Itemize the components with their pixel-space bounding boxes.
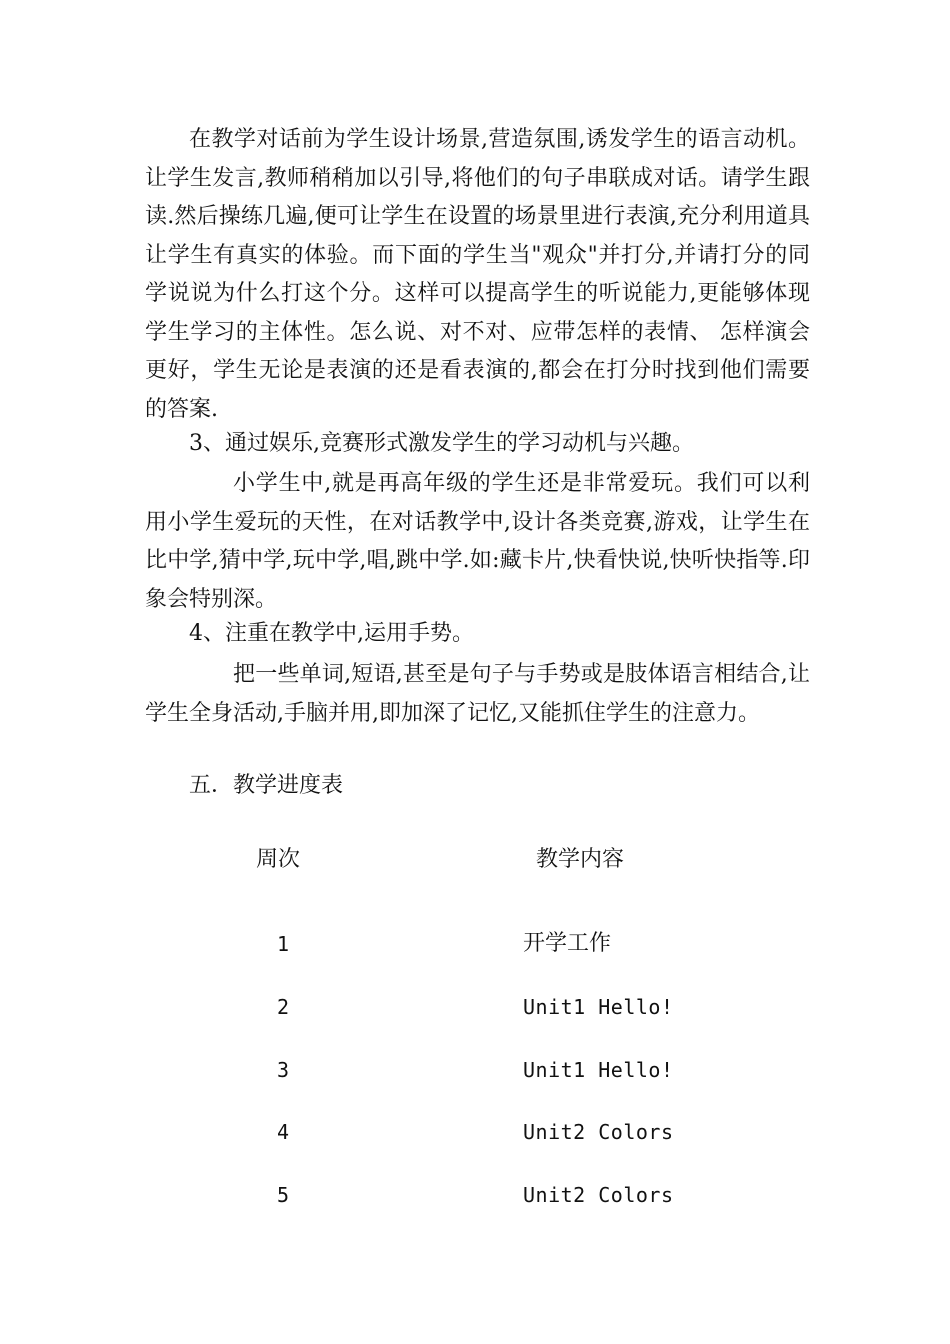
week-number: 1 xyxy=(277,932,290,956)
week-number: 4 xyxy=(277,1120,290,1144)
week-number: 3 xyxy=(277,1058,290,1082)
content-cell: 开学工作 xyxy=(523,931,612,956)
column-header-content: 教学内容 xyxy=(536,847,625,872)
week-number: 2 xyxy=(277,995,290,1019)
week-number: 5 xyxy=(277,1183,290,1207)
heading-gestures: 4、注重在教学中,运用手势。 xyxy=(189,621,474,646)
section-title-schedule: 五．教学进度表 xyxy=(189,773,344,798)
paragraph-dialogue-scene: 在教学对话前为学生设计场景,营造氛围,诱发学生的语言动机。让学生发言,教师稍稍加以引导,将他们的句子串联成对话。请学生跟读.然后操练几遍,便可让学生在设置的场景里进行表演,充分利用道具让学生有真实的体验。而下面的学生当"观众"并打分,并请打分的同学说说为什么打这个分。这样可以提高学生的听说能力,更能够体现学生学习的主体性。怎么说、对不对、应带怎样的表情、 怎样演会更好，学生无论是表演的还是看表演的,都会在打分时找到他们需要的答案. xyxy=(145,127,810,422)
paragraph-body-language: 把一些单词,短语,甚至是句子与手势或是肢体语言相结合,让学生全身活动,手脑并用,即加深了记忆,又能抓住学生的注意力。 xyxy=(145,662,810,726)
content-cell: Unit1 Hello! xyxy=(523,1058,674,1082)
paragraph-play-learning: 小学生中,就是再高年级的学生还是非常爱玩。我们可以利用小学生爱玩的天性，在对话教学中,设计各类竞赛,游戏，让学生在比中学,猜中学,玩中学,唱,跳中学.如:藏卡片,快看快说,快听快指等.印象会特别深。 xyxy=(145,471,810,612)
content-cell: Unit1 Hello! xyxy=(523,995,674,1019)
heading-entertainment-competition: 3、通过娱乐,竞赛形式激发学生的学习动机与兴趣。 xyxy=(189,431,694,456)
content-cell: Unit2 Colors xyxy=(523,1120,674,1144)
column-header-week: 周次 xyxy=(256,847,301,872)
content-cell: Unit2 Colors xyxy=(523,1183,674,1207)
